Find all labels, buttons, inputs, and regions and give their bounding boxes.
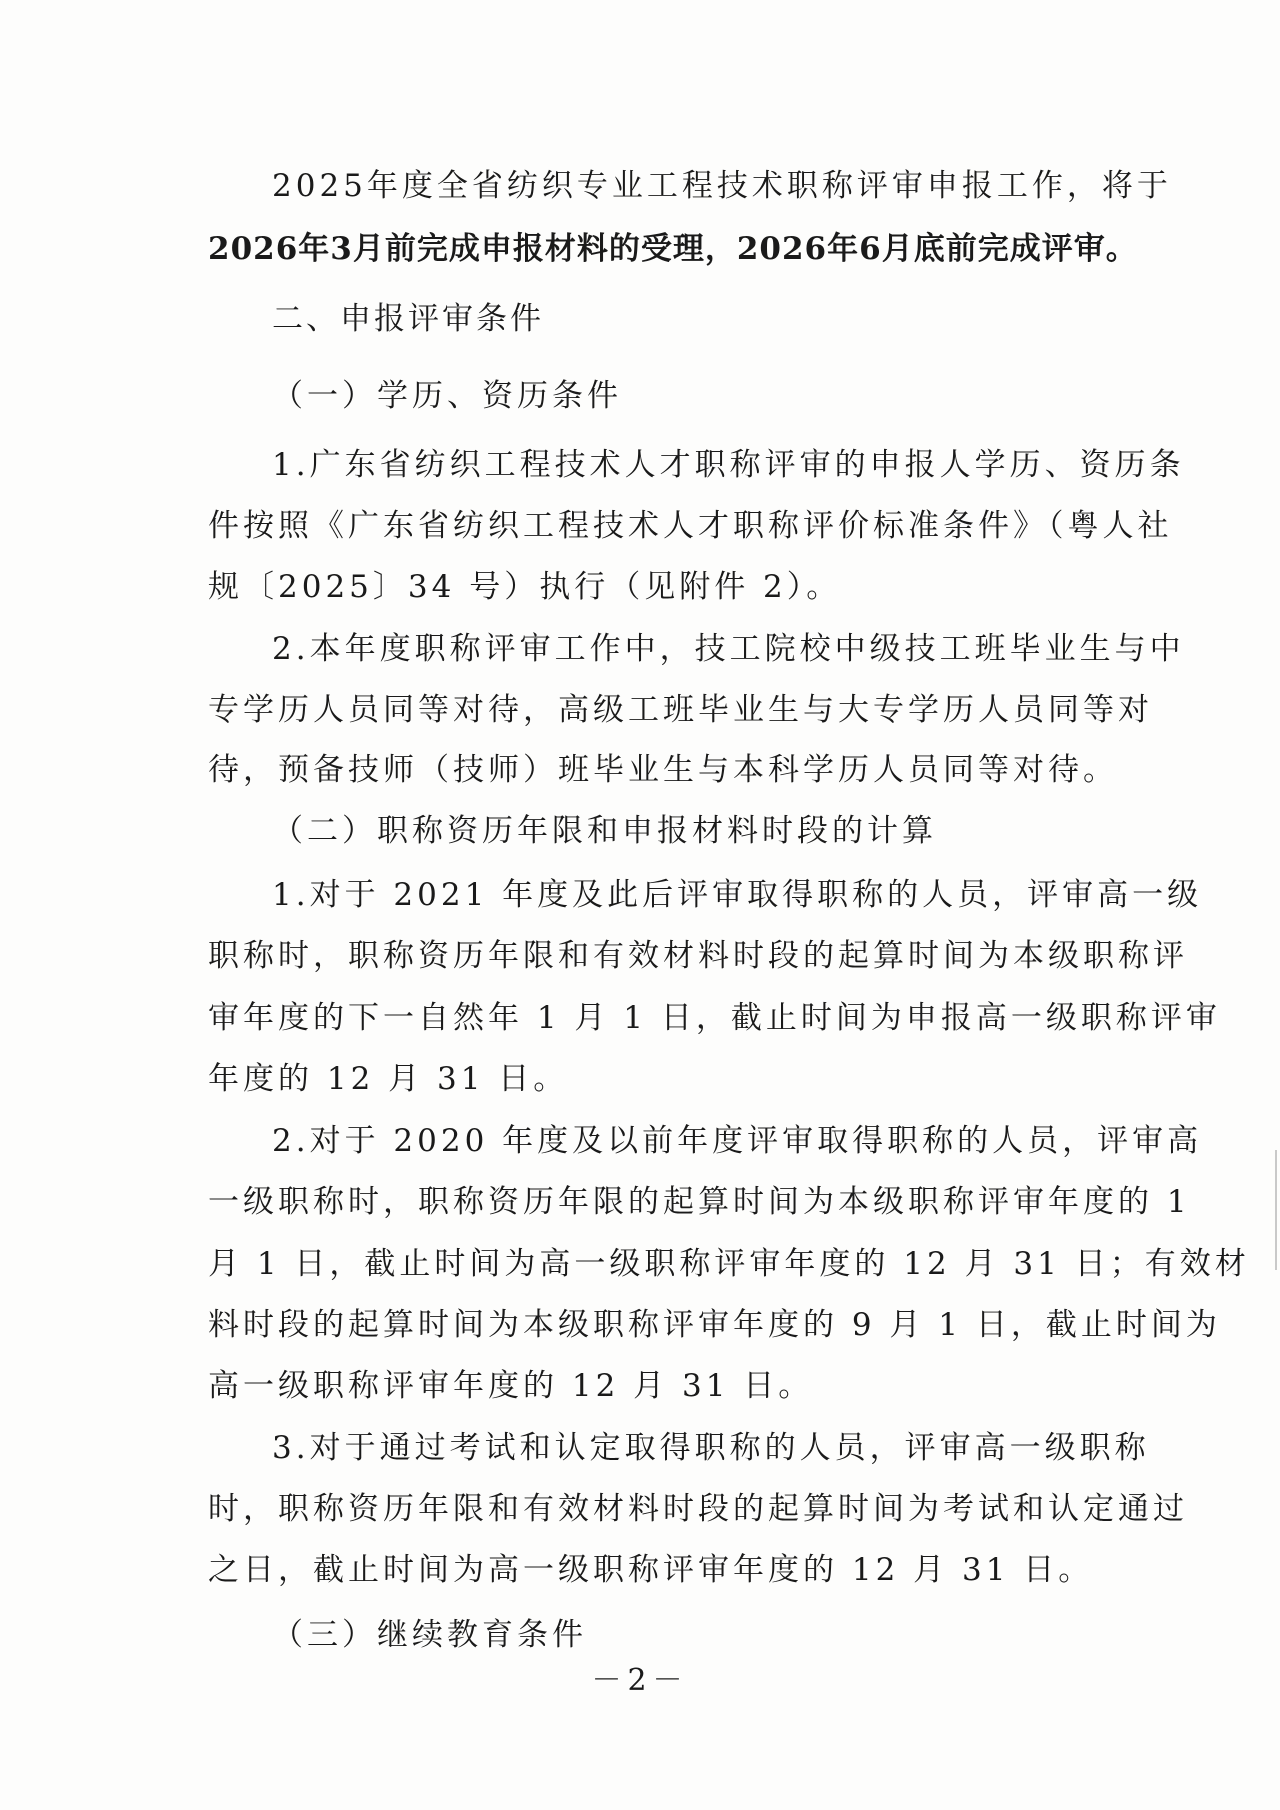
paragraph-line: 时，职称资历年限和有效材料时段的起算时间为考试和认定通过 xyxy=(208,1491,1188,1527)
paragraph-line: 2.本年度职称评审工作中，技工院校中级技工班毕业生与中 xyxy=(272,631,1185,667)
page-number: －2－ xyxy=(591,1663,689,1698)
paragraph-line: 月 1 日，截止时间为高一级职称评审年度的 12 月 31 日；有效材 xyxy=(208,1246,1250,1282)
paragraph-line: 年度的 12 月 31 日。 xyxy=(208,1061,569,1097)
paragraph-line: 2026年3月前完成申报材料的受理，2026年6月底前完成评审。 xyxy=(208,231,1138,267)
section-heading: 二、申报评审条件 xyxy=(272,301,544,337)
paragraph-line: 专学历人员同等对待，高级工班毕业生与大专学历人员同等对 xyxy=(208,692,1153,728)
paragraph-line: 3.对于通过考试和认定取得职称的人员，评审高一级职称 xyxy=(272,1430,1150,1466)
paragraph-line: 件按照《广东省纺织工程技术人才职称评价标准条件》（粤人社 xyxy=(208,508,1173,544)
paragraph-line: 职称时，职称资历年限和有效材料时段的起算时间为本级职称评 xyxy=(208,938,1188,974)
subsection-heading: （一）学历、资历条件 xyxy=(272,378,622,414)
paragraph-line: 料时段的起算时间为本级职称评审年度的 9 月 1 日，截止时间为 xyxy=(208,1307,1221,1343)
paragraph-line: 一级职称时，职称资历年限的起算时间为本级职称评审年度的 1 xyxy=(208,1184,1191,1220)
paragraph-line: 1.对于 2021 年度及此后评审取得职称的人员，评审高一级 xyxy=(272,877,1203,913)
paragraph-line: 之日，截止时间为高一级职称评审年度的 12 月 31 日。 xyxy=(208,1552,1094,1588)
scan-edge-mark xyxy=(1275,1150,1277,1270)
paragraph-line: 待，预备技师（技师）班毕业生与本科学历人员同等对待。 xyxy=(208,752,1118,788)
paragraph-line: 规〔2025〕34 号）执行（见附件 2）。 xyxy=(208,569,842,605)
paragraph-line: 1.广东省纺织工程技术人才职称评审的申报人学历、资历条 xyxy=(272,447,1185,483)
paragraph-line: 2025年度全省纺织专业工程技术职称评审申报工作，将于 xyxy=(272,168,1172,204)
paragraph-line: 2.对于 2020 年度及以前年度评审取得职称的人员，评审高 xyxy=(272,1123,1203,1159)
subsection-heading: （二）职称资历年限和申报材料时段的计算 xyxy=(272,813,937,849)
subsection-heading: （三）继续教育条件 xyxy=(272,1617,587,1653)
paragraph-line: 高一级职称评审年度的 12 月 31 日。 xyxy=(208,1368,814,1404)
paragraph-line: 审年度的下一自然年 1 月 1 日，截止时间为申报高一级职称评审 xyxy=(208,1000,1221,1036)
